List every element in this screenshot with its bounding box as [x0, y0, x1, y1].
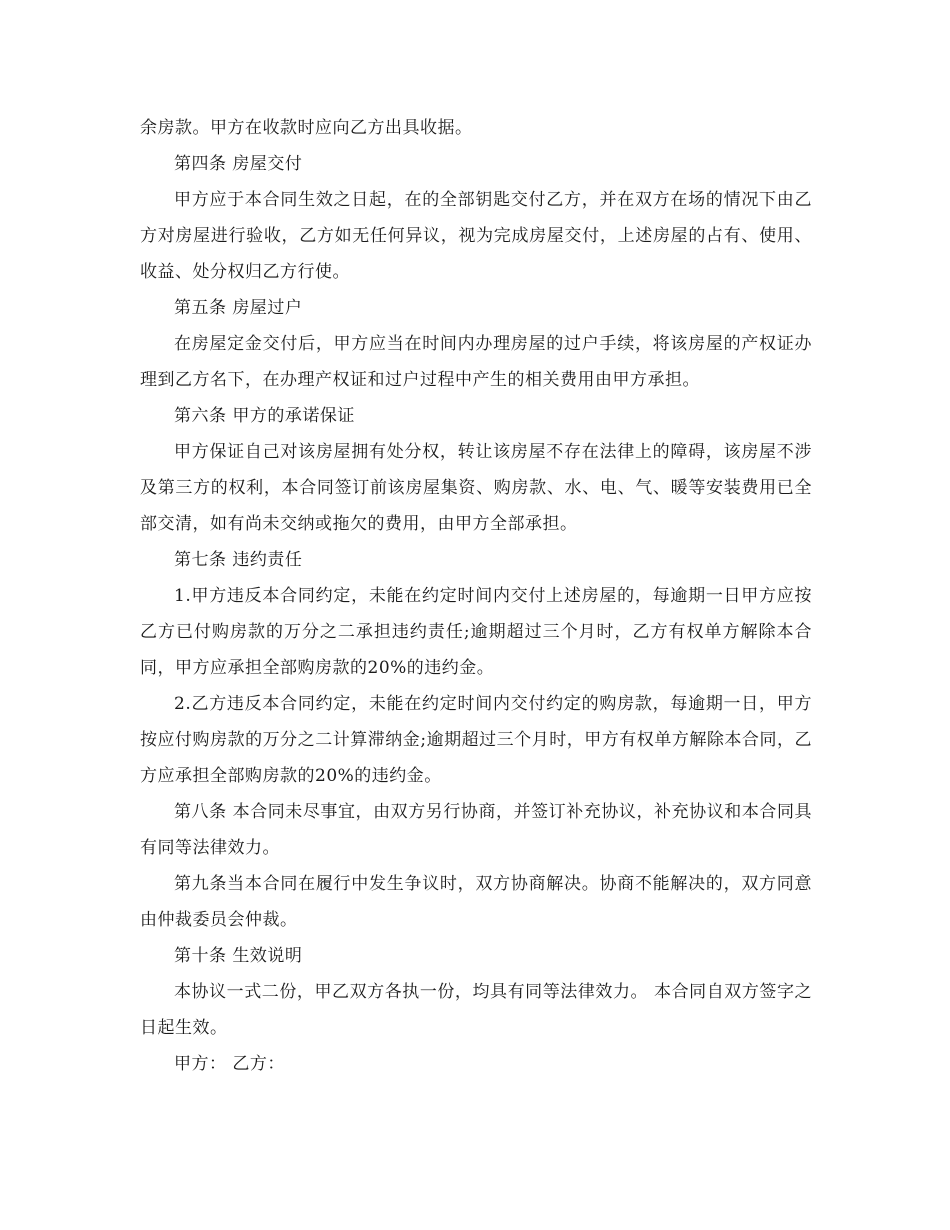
article-7-heading: 第七条 违约责任 — [174, 550, 303, 570]
article-6-heading: 第六条 甲方的承诺保证 — [174, 406, 355, 426]
article-10-heading: 第十条 生效说明 — [174, 946, 303, 966]
article-8-body: 第八条 本合同未尽事宜，由双方另行协商，并签订补充协议，补充协议和本合同具有同等法律效力。 — [140, 802, 812, 858]
article-9-body: 第九条当本合同在履行中发生争议时，双方协商解决。协商不能解决的，双方同意由仲裁委员会仲裁。 — [140, 874, 812, 930]
article-7-clause-1: 1.甲方违反本合同约定，未能在约定时间内交付上述房屋的，每逾期一日甲方应按乙方已付购房款的万分之二承担违约责任;逾期超过三个月时，乙方有权单方解除本合同，甲方应承担全部购房款的20%的违约金。 — [140, 586, 812, 678]
paragraph-remaining-payment: 余房款。甲方在收款时应向乙方出具收据。 — [140, 118, 473, 138]
article-7-clause-2: 2.乙方违反本合同约定，未能在约定时间内交付约定的购房款，每逾期一日，甲方按应付购房款的万分之二计算滞纳金;逾期超过三个月时，甲方有权单方解除本合同，乙方应承担全部购房款的20%的违约金。 — [140, 694, 812, 786]
article-5-body: 在房屋定金交付后，甲方应当在时间内办理房屋的过户手续，将该房屋的产权证办理到乙方名下，在办理产权证和过户过程中产生的相关费用由甲方承担。 — [140, 334, 812, 390]
article-10-body: 本协议一式二份，甲乙双方各执一份，均具有同等法律效力。 本合同自双方签字之日起生效。 — [140, 982, 812, 1038]
article-6-body: 甲方保证自己对该房屋拥有处分权，转让该房屋不存在法律上的障碍，该房屋不涉及第三方的权利，本合同签订前该房屋集资、购房款、水、电、气、暖等安装费用已全部交清，如有尚未交纳或拖欠的费用，由甲方全部承担。 — [140, 442, 812, 534]
document-page — [140, 110, 812, 1082]
article-4-heading: 第四条 房屋交付 — [174, 154, 303, 174]
signature-line: 甲方： 乙方： — [174, 1054, 285, 1074]
article-4-body: 甲方应于本合同生效之日起，在的全部钥匙交付乙方，并在双方在场的情况下由乙方对房屋进行验收，乙方如无任何异议，视为完成房屋交付，上述房屋的占有、使用、收益、处分权归乙方行使。 — [140, 190, 812, 282]
article-5-heading: 第五条 房屋过户 — [174, 298, 303, 318]
